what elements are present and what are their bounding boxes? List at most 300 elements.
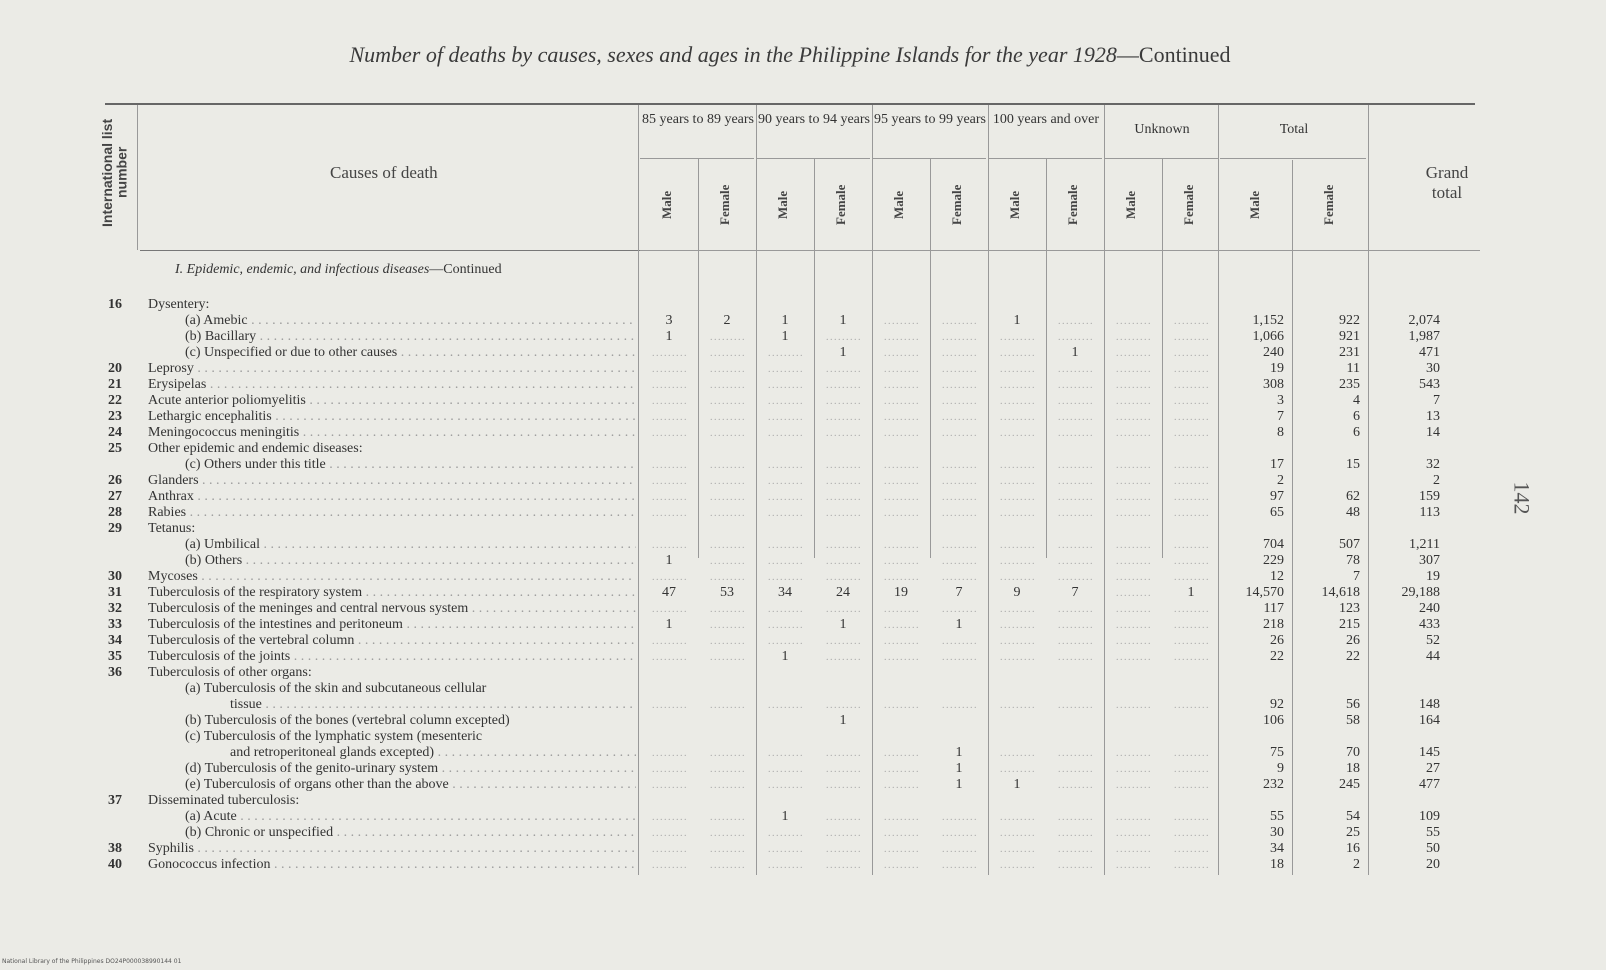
value-cell	[930, 425, 988, 442]
cause-label: (a) Acute . . .	[185, 809, 636, 825]
male-header-6: Male	[1007, 190, 1022, 220]
page-number: 142	[1509, 481, 1535, 515]
value-cell: 1	[665, 617, 673, 632]
cause-label: Lethargic encephalitis . . .	[148, 409, 636, 425]
cause-label: Tuberculosis of the joints . . .	[148, 649, 636, 665]
value-cell	[1046, 649, 1104, 666]
value-cell: 245	[1339, 777, 1360, 792]
value-cell: 106	[1263, 713, 1284, 728]
sex-header-rule	[640, 250, 1480, 251]
value-cell: 8	[1277, 425, 1284, 440]
value-cell	[988, 617, 1046, 634]
value-cell: 52	[1426, 633, 1440, 648]
value-cell: 56	[1346, 697, 1360, 712]
table-row	[0, 665, 1606, 681]
value-cell	[1162, 393, 1220, 410]
value-cell	[1162, 425, 1220, 442]
list-number: 20	[108, 361, 122, 376]
table-row	[0, 425, 1606, 441]
table-row	[0, 473, 1606, 489]
table-row	[0, 313, 1606, 329]
value-cell	[814, 745, 872, 762]
value-cell: 1	[839, 345, 847, 360]
value-cell: 11	[1346, 361, 1360, 376]
value-cell: 65	[1270, 505, 1284, 520]
value-cell	[1104, 345, 1162, 362]
table-row	[0, 825, 1606, 841]
value-cell	[1046, 761, 1104, 778]
value-cell	[1104, 377, 1162, 394]
value-cell: 218	[1263, 617, 1284, 632]
value-cell: 704	[1263, 537, 1284, 552]
value-cell	[756, 761, 814, 778]
list-number: 31	[108, 585, 122, 600]
value-cell	[756, 457, 814, 474]
cause-label: (c) Tuberculosis of the lymphatic system (mesenteric	[185, 729, 483, 744]
divider-intl	[137, 105, 138, 250]
value-cell	[1104, 809, 1162, 826]
cause-label: (b) Chronic or unspecified . . .	[185, 825, 636, 841]
value-cell	[814, 329, 872, 346]
value-cell	[1162, 745, 1220, 762]
value-cell	[1046, 361, 1104, 378]
cause-label: Acute anterior poliomyelitis . . .	[148, 393, 636, 409]
value-cell	[1162, 409, 1220, 426]
value-cell	[930, 377, 988, 394]
value-cell	[698, 537, 756, 554]
value-cell	[1046, 633, 1104, 650]
value-cell: 75	[1270, 745, 1284, 760]
cause-label: Rabies . . .	[148, 505, 636, 521]
value-cell	[988, 361, 1046, 378]
value-cell: 2,074	[1408, 313, 1440, 328]
value-cell	[872, 761, 930, 778]
value-cell: 2	[1353, 857, 1360, 872]
value-cell	[814, 761, 872, 778]
value-cell: 70	[1346, 745, 1360, 760]
value-cell: 20	[1426, 857, 1440, 872]
value-cell	[756, 345, 814, 362]
value-cell	[1104, 361, 1162, 378]
section-continued: —Continued	[429, 262, 502, 277]
list-number: 33	[108, 617, 122, 632]
value-cell	[1104, 585, 1162, 602]
female-header-11: Female	[1321, 184, 1336, 226]
cause-label: Tuberculosis of the respiratory system . . .	[148, 585, 636, 601]
value-cell	[640, 361, 698, 378]
top-rule	[105, 103, 1475, 105]
cause-label: Syphilis . . .	[148, 841, 636, 857]
value-cell	[988, 697, 1046, 714]
cause-label: Mycoses . . .	[148, 569, 636, 585]
table-row	[0, 857, 1606, 873]
value-cell	[988, 345, 1046, 362]
value-cell	[988, 633, 1046, 650]
value-cell: 14	[1426, 425, 1440, 440]
value-cell: 34	[1270, 841, 1284, 856]
value-cell	[1162, 473, 1220, 490]
causes-header: Causes of death	[330, 163, 438, 182]
female-header-7: Female	[1065, 184, 1080, 226]
female-header-5: Female	[949, 184, 964, 226]
title-continued: —Continued	[1116, 42, 1231, 67]
value-cell	[640, 425, 698, 442]
value-cell	[1162, 537, 1220, 554]
value-cell	[1046, 857, 1104, 874]
value-cell	[1046, 457, 1104, 474]
value-cell	[698, 809, 756, 826]
value-cell	[640, 697, 698, 714]
value-cell	[1162, 825, 1220, 842]
value-cell	[872, 745, 930, 762]
table-row	[0, 537, 1606, 553]
value-cell: 3	[665, 313, 673, 328]
value-cell: 1	[839, 617, 847, 632]
value-cell: 17	[1270, 457, 1284, 472]
value-cell	[988, 841, 1046, 858]
value-cell	[640, 409, 698, 426]
value-cell	[756, 841, 814, 858]
value-cell	[872, 393, 930, 410]
value-cell: 19	[894, 585, 908, 600]
cause-label: (a) Umbilical . . .	[185, 537, 636, 553]
table-row	[0, 409, 1606, 425]
value-cell	[1046, 329, 1104, 346]
male-header-4: Male	[891, 190, 906, 220]
male-header-10: Male	[1247, 190, 1262, 220]
list-number: 29	[108, 521, 122, 536]
cause-label: Anthrax . . .	[148, 489, 636, 505]
value-cell	[698, 825, 756, 842]
value-cell: 240	[1263, 345, 1284, 360]
cause-label: Tuberculosis of the meninges and central nervous system . . .	[148, 601, 636, 617]
value-cell	[756, 489, 814, 506]
value-cell	[930, 569, 988, 586]
value-cell	[698, 649, 756, 666]
value-cell	[814, 377, 872, 394]
list-number: 26	[108, 473, 122, 488]
table-row	[0, 793, 1606, 809]
cause-label: Disseminated tuberculosis:	[148, 793, 300, 808]
female-header-9: Female	[1181, 184, 1196, 226]
value-cell	[756, 473, 814, 490]
value-cell	[988, 457, 1046, 474]
value-cell	[640, 505, 698, 522]
value-cell: 1	[665, 553, 673, 568]
value-cell	[872, 809, 930, 826]
value-cell	[698, 329, 756, 346]
title-text: Number of deaths by causes, sexes and ages in the Philippine Islands for the year 1928	[349, 42, 1117, 67]
value-cell	[872, 425, 930, 442]
list-number: 38	[108, 841, 122, 856]
cause-label: Gonococcus infection . . .	[148, 857, 636, 873]
value-cell: 109	[1419, 809, 1440, 824]
value-cell	[872, 617, 930, 634]
value-cell: 7	[1433, 393, 1440, 408]
value-cell: 97	[1270, 489, 1284, 504]
value-cell	[1104, 697, 1162, 714]
table-row	[0, 601, 1606, 617]
value-cell	[930, 409, 988, 426]
cause-label: (a) Tuberculosis of the skin and subcutaneous cellular	[185, 681, 487, 696]
value-cell	[872, 361, 930, 378]
value-cell	[756, 361, 814, 378]
value-cell: 1	[781, 649, 789, 664]
list-number: 35	[108, 649, 122, 664]
value-cell	[640, 393, 698, 410]
cause-label: Tetanus:	[148, 521, 196, 536]
value-cell: 26	[1270, 633, 1284, 648]
value-cell	[1104, 745, 1162, 762]
value-cell	[1162, 345, 1220, 362]
value-cell: 1	[955, 617, 963, 632]
value-cell	[1104, 761, 1162, 778]
value-cell	[640, 489, 698, 506]
value-cell	[814, 489, 872, 506]
value-cell: 1	[781, 313, 789, 328]
value-cell: 232	[1263, 777, 1284, 792]
value-cell	[698, 505, 756, 522]
value-cell	[1104, 425, 1162, 442]
value-cell	[640, 745, 698, 762]
value-cell	[1104, 649, 1162, 666]
table-row	[0, 713, 1606, 729]
value-cell	[1104, 553, 1162, 570]
value-cell	[1162, 489, 1220, 506]
value-cell	[1162, 841, 1220, 858]
value-cell	[640, 345, 698, 362]
value-cell	[756, 393, 814, 410]
value-cell	[640, 857, 698, 874]
value-cell	[1162, 601, 1220, 618]
value-cell	[1046, 377, 1104, 394]
header-rule	[140, 250, 650, 251]
value-cell	[872, 633, 930, 650]
value-cell: 471	[1419, 345, 1440, 360]
table-row	[0, 297, 1606, 313]
value-cell	[1162, 777, 1220, 794]
value-cell	[698, 633, 756, 650]
value-cell: 1	[1187, 585, 1195, 600]
value-cell	[1104, 329, 1162, 346]
list-number: 30	[108, 569, 122, 584]
value-cell	[930, 329, 988, 346]
value-cell	[640, 649, 698, 666]
cause-label: Dysentery:	[148, 297, 210, 312]
value-cell: 19	[1426, 569, 1440, 584]
value-cell	[872, 569, 930, 586]
table-row	[0, 777, 1606, 793]
value-cell	[872, 841, 930, 858]
value-cell	[988, 329, 1046, 346]
value-cell	[1046, 569, 1104, 586]
table-row	[0, 745, 1606, 761]
value-cell: 19	[1270, 361, 1284, 376]
value-cell	[1046, 617, 1104, 634]
value-cell: 1	[1013, 313, 1021, 328]
list-number: 32	[108, 601, 122, 616]
value-cell	[756, 697, 814, 714]
value-cell	[698, 553, 756, 570]
value-cell	[872, 329, 930, 346]
value-cell	[1104, 409, 1162, 426]
female-header-1: Female	[717, 184, 732, 226]
value-cell	[930, 697, 988, 714]
cause-label: Other epidemic and endemic diseases:	[148, 441, 363, 456]
value-cell	[930, 537, 988, 554]
value-cell	[1104, 601, 1162, 618]
value-cell: 44	[1426, 649, 1440, 664]
value-cell: 6	[1353, 425, 1360, 440]
cause-label: Tuberculosis of the intestines and peritoneum . . .	[148, 617, 636, 633]
value-cell	[756, 857, 814, 874]
cause-label: and retroperitoneal glands excepted) . . .	[230, 745, 636, 761]
value-cell	[698, 617, 756, 634]
list-number: 40	[108, 857, 122, 872]
value-cell: 240	[1419, 601, 1440, 616]
table-row	[0, 649, 1606, 665]
value-cell	[1162, 329, 1220, 346]
value-cell	[1046, 537, 1104, 554]
value-cell	[814, 473, 872, 490]
scan-footer: National Library of the Philippines DO24P000038990144 01	[2, 958, 182, 965]
value-cell	[988, 857, 1046, 874]
value-cell	[640, 601, 698, 618]
value-cell	[640, 473, 698, 490]
value-cell: 12	[1270, 569, 1284, 584]
value-cell: 477	[1419, 777, 1440, 792]
value-cell: 215	[1339, 617, 1360, 632]
value-cell: 2	[1277, 473, 1284, 488]
value-cell	[698, 777, 756, 794]
value-cell: 1,152	[1252, 313, 1284, 328]
table-row	[0, 569, 1606, 585]
cause-label: (a) Amebic . . .	[185, 313, 636, 329]
value-cell	[1162, 633, 1220, 650]
value-cell	[640, 377, 698, 394]
value-cell	[814, 537, 872, 554]
value-cell	[1104, 313, 1162, 330]
value-cell: 9	[1277, 761, 1284, 776]
value-cell	[1046, 505, 1104, 522]
cause-label: Leprosy . . .	[148, 361, 636, 377]
value-cell	[814, 425, 872, 442]
value-cell	[988, 505, 1046, 522]
value-cell	[640, 777, 698, 794]
value-cell	[930, 633, 988, 650]
table-row	[0, 761, 1606, 777]
value-cell	[872, 345, 930, 362]
group-underline-4	[1104, 158, 1218, 159]
table-row	[0, 377, 1606, 393]
value-cell	[872, 409, 930, 426]
list-number: 37	[108, 793, 122, 808]
value-cell: 1	[665, 329, 673, 344]
value-cell	[1046, 841, 1104, 858]
value-cell	[698, 409, 756, 426]
value-cell	[930, 393, 988, 410]
value-cell	[988, 649, 1046, 666]
value-cell	[698, 697, 756, 714]
value-cell: 231	[1339, 345, 1360, 360]
value-cell: 7	[1071, 585, 1079, 600]
value-cell: 30	[1426, 361, 1440, 376]
value-cell	[988, 601, 1046, 618]
section-heading	[175, 262, 502, 278]
value-cell	[988, 537, 1046, 554]
value-cell	[930, 345, 988, 362]
list-number: 27	[108, 489, 122, 504]
value-cell	[756, 377, 814, 394]
value-cell	[930, 841, 988, 858]
value-cell	[930, 473, 988, 490]
intl-list-header: International list number	[99, 118, 130, 227]
value-cell	[988, 409, 1046, 426]
cause-label: (d) Tuberculosis of the genito-urinary system . . .	[185, 761, 636, 777]
value-cell	[1046, 313, 1104, 330]
value-cell	[1104, 777, 1162, 794]
group-header-5: Total	[1279, 122, 1309, 137]
value-cell	[872, 857, 930, 874]
value-cell: 29,188	[1401, 585, 1440, 600]
value-cell	[872, 553, 930, 570]
value-cell	[814, 697, 872, 714]
value-cell	[1162, 505, 1220, 522]
table-row	[0, 633, 1606, 649]
group-header-2: 95 years to 99 years	[874, 112, 986, 127]
value-cell: 2	[1433, 473, 1440, 488]
value-cell	[814, 857, 872, 874]
value-cell	[872, 489, 930, 506]
value-cell	[640, 537, 698, 554]
value-cell	[1162, 361, 1220, 378]
value-cell	[814, 601, 872, 618]
value-cell: 18	[1346, 761, 1360, 776]
value-cell	[930, 457, 988, 474]
table-row	[0, 393, 1606, 409]
value-cell	[1046, 601, 1104, 618]
value-cell	[1104, 457, 1162, 474]
value-cell	[1162, 377, 1220, 394]
group-underline-0	[640, 158, 754, 159]
value-cell: 922	[1339, 313, 1360, 328]
table-row	[0, 585, 1606, 601]
value-cell: 27	[1426, 761, 1440, 776]
value-cell	[988, 473, 1046, 490]
group-header-3: 100 years and over	[992, 112, 1100, 127]
value-cell	[1162, 313, 1220, 330]
cause-label: (e) Tuberculosis of organs other than the above . . .	[185, 777, 636, 793]
value-cell	[814, 569, 872, 586]
value-cell	[756, 633, 814, 650]
female-header-3: Female	[833, 184, 848, 226]
list-number: 36	[108, 665, 122, 680]
value-cell	[698, 745, 756, 762]
value-cell	[1104, 393, 1162, 410]
table-row	[0, 457, 1606, 473]
value-cell: 26	[1346, 633, 1360, 648]
value-cell: 54	[1346, 809, 1360, 824]
value-cell	[756, 425, 814, 442]
value-cell	[988, 489, 1046, 506]
cause-label: (b) Others . . .	[185, 553, 636, 569]
value-cell	[698, 473, 756, 490]
value-cell: 1	[781, 329, 789, 344]
value-cell: 53	[720, 585, 734, 600]
value-cell	[1162, 761, 1220, 778]
value-cell: 123	[1339, 601, 1360, 616]
value-cell	[1046, 745, 1104, 762]
